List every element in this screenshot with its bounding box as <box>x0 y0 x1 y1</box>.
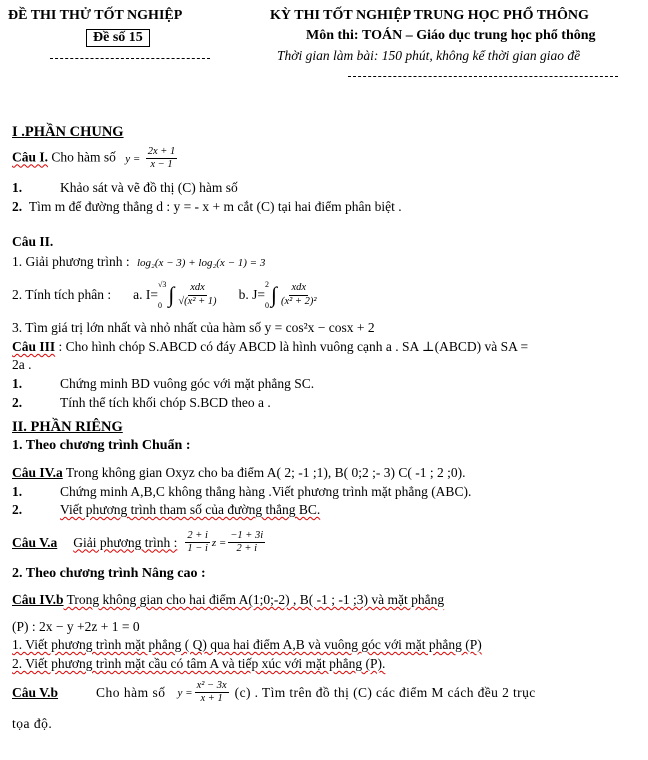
cau4a-label: Câu IV.a <box>12 465 63 480</box>
cau3-label: Câu III <box>12 339 56 354</box>
log-equation: log₂(x − 3) + log₂(x − 1) = 3 <box>136 257 266 269</box>
cau3-item-1 <box>12 376 314 392</box>
cau5b-fraction <box>195 680 229 705</box>
item-number: 2. <box>12 502 23 517</box>
fraction-den: 1 − i <box>187 543 208 555</box>
cau5b-lhs: y = <box>177 686 193 699</box>
item-number: 1. <box>12 180 23 195</box>
subject-line <box>306 28 596 44</box>
cau3-item-2 <box>12 395 271 411</box>
integral-a-den: √(x² + 1) <box>178 295 217 307</box>
integral-b-num: xdx <box>289 282 308 295</box>
item-number: 2. <box>12 199 23 214</box>
fraction-num: 2 + i <box>185 530 210 543</box>
integral-a-num: xdx <box>188 282 207 295</box>
cau5a-fraction-2 <box>228 530 265 555</box>
cau1-func-num: 2x + 1 <box>146 146 178 159</box>
integral-b-label: b. J= <box>238 287 265 302</box>
part1-heading: I .PHẦN CHUNG <box>12 124 124 140</box>
item-text: Khảo sát và vẽ đồ thị (C) hàm số <box>60 180 238 195</box>
cau1-line <box>12 146 179 171</box>
item-text: 1. Giải phương trình : <box>12 254 130 269</box>
integral-a-upper: √3 <box>157 280 167 289</box>
integral-b-limits <box>265 280 269 310</box>
integral-b-fraction <box>279 282 319 307</box>
integral-b-upper: 2 <box>264 280 269 289</box>
cau1-func-lhs: y = <box>125 152 141 165</box>
fraction-den: 2 + i <box>236 543 258 555</box>
left-divider <box>50 58 210 59</box>
cau4b-line <box>12 592 444 608</box>
cau3-text: : Cho hình chóp S.ABCD có đáy ABCD là hình vuông cạnh a . SA ⊥(ABCD) và SA = <box>55 339 529 354</box>
advanced-program-heading: 2. Theo chương trình Nâng cao : <box>12 566 206 581</box>
fraction-num: x² − 3x <box>195 680 229 693</box>
item-text: Tìm m để đường thẳng d : y = - x + m cắt (C) tại hai điểm phân biệt . <box>28 199 402 214</box>
cau4b-text: Trong không gian cho hai điểm A(1;0;-2) , B( -1 ; -1 ;3) và mặt phẳng <box>63 592 445 607</box>
cau5a-fraction-1 <box>185 530 210 555</box>
cau1-function-fraction <box>146 146 178 171</box>
cau1-item-1 <box>12 180 238 196</box>
cau2-label: Câu II. <box>12 234 54 249</box>
cau1-label: Câu I. <box>12 149 49 165</box>
cau4a-item-2 <box>12 502 320 518</box>
integral-a-lower: 0 <box>157 301 162 310</box>
cau5b-rest: (c) . Tìm trên đồ thị (C) các điểm M cách đều 2 trục <box>234 684 536 700</box>
integral-a-label: a. I= <box>133 287 158 302</box>
cau2-item-1 <box>12 254 265 270</box>
integral-sign-icon: ∫ <box>168 282 175 307</box>
cau5b-label: Câu V.b <box>12 684 59 700</box>
cau5a-z: z = <box>211 536 227 549</box>
subject-value: TOÁN – Giáo dục trung học phổ thông <box>362 28 596 43</box>
left-header-title: ĐỀ THI THỬ TỐT NGHIỆP <box>8 8 183 23</box>
integral-a-fraction <box>176 282 218 307</box>
cau4a-text: Trong không gian Oxyz cho ba điểm A( 2; -1 ;1), B( 0;2 ;- 3) C( -1 ; 2 ;0). <box>62 465 466 480</box>
fraction-num: −1 + 3i <box>228 530 265 543</box>
item-number: 1. <box>12 376 23 391</box>
cau5b-text: Cho hàm số <box>96 684 166 700</box>
cau2-item-2 <box>12 280 321 310</box>
item-number: 1. <box>12 484 23 499</box>
right-divider <box>348 76 618 77</box>
right-header-title: KỲ THI TỐT NGHIỆP TRUNG HỌC PHỔ THÔNG <box>270 8 589 23</box>
item-number: 2. <box>12 395 23 410</box>
item-text: 2. Tính tích phân : <box>12 287 112 302</box>
cau3-line <box>12 339 528 355</box>
item-text: Viết phương trình tham số của đường thẳng BC. <box>60 502 321 517</box>
cau4b-item-2: 2. Viết phương trình mặt cầu có tâm A và tiếp xúc với mặt phẳng (P). <box>12 656 386 671</box>
item-text: Tính thể tích khối chóp S.BCD theo a . <box>60 395 271 410</box>
cau5a-line <box>12 530 267 555</box>
cau1-item-2 <box>12 199 402 215</box>
fraction-den: x + 1 <box>200 693 223 705</box>
integral-b-den: (x² + 2)² <box>280 295 317 307</box>
standard-program-heading: 1. Theo chương trình Chuẩn : <box>12 438 191 453</box>
item-text: Chứng minh A,B,C không thẳng hàng .Viết phương trình mặt phẳng (ABC). <box>60 484 472 499</box>
cau4a-line <box>12 465 466 481</box>
cau5b-line <box>12 680 536 705</box>
cau5a-text: Giải phương trình : <box>73 534 178 550</box>
integral-sign-icon: ∫ <box>270 282 277 307</box>
part2-heading: II. PHẦN RIÊNG <box>12 419 123 435</box>
cau2-item-3: 3. Tìm giá trị lớn nhất và nhỏ nhất của hàm số y = cos²x − cosx + 2 <box>12 320 375 335</box>
cau1-text: Cho hàm số <box>51 149 116 165</box>
cau4b-item-1: 1. Viết phương trình mặt phẳng ( Q) qua hai điểm A,B và vuông góc với mặt phẳng (P) <box>12 637 482 652</box>
exam-code-box: Đề số 15 <box>86 29 150 47</box>
item-text: Chứng minh BD vuông góc với mặt phẳng SC. <box>60 376 315 391</box>
integral-b-lower: 0 <box>264 301 269 310</box>
cau1-func-den: x − 1 <box>150 159 173 171</box>
cau5b-rest-cont: tọa độ. <box>12 716 53 731</box>
cau4b-label: Câu IV.b <box>12 592 64 607</box>
time-note: Thời gian làm bài: 150 phút, không kể thời gian giao đề <box>277 48 581 63</box>
cau4a-item-1 <box>12 484 471 500</box>
subject-label: Môn thi: <box>306 28 359 43</box>
cau5a-label: Câu V.a <box>12 534 58 550</box>
cau3-text-cont: 2a . <box>12 357 32 372</box>
cau4b-plane: (P) : 2x − y +2z + 1 = 0 <box>12 619 140 634</box>
integral-a-limits <box>158 280 166 310</box>
